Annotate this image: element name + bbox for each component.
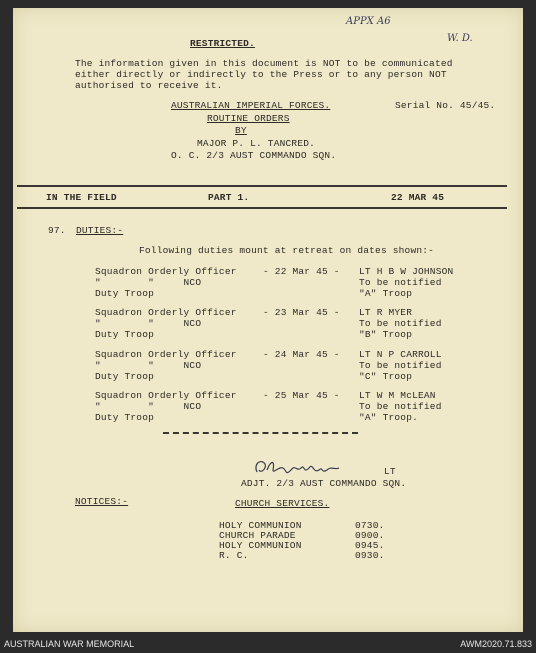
wd-annotation: W. D. — [447, 33, 473, 44]
notices-label: NOTICES:- — [75, 496, 129, 507]
duty-officer-name: LT N P CARROLL — [359, 349, 442, 360]
top-rule — [17, 185, 507, 187]
service-time: 0930. — [355, 550, 385, 561]
duty-officer-label: Squadron Orderly Officer — [95, 266, 237, 277]
duty-troop-name: "A" Troop. — [359, 412, 419, 423]
notice-line-1: The information given in this document is NOT to be communicated — [75, 58, 453, 69]
part-label: PART 1. — [208, 192, 250, 203]
duty-nco-label: " " NCO — [95, 318, 202, 329]
routine-orders-title: ROUTINE ORDERS — [207, 113, 290, 124]
footer-source: AUSTRALIAN WAR MEMORIAL — [4, 639, 135, 649]
service-time: 0945. — [355, 540, 385, 551]
duty-date: - 22 Mar 45 - — [263, 266, 340, 277]
bar-date: 22 MAR 45 — [391, 192, 445, 203]
duty-officer-name: LT R MYER — [359, 307, 413, 318]
bottom-rule — [17, 207, 507, 209]
section-divider — [163, 432, 358, 434]
duty-nco-name: To be notified — [359, 277, 442, 288]
duties-intro: Following duties mount at retreat on dates shown:- — [139, 245, 435, 256]
appx-annotation: APPX A6 — [346, 16, 391, 27]
duty-officer-label: Squadron Orderly Officer — [95, 307, 237, 318]
duties-number: 97. — [48, 225, 66, 236]
duty-officer-label: Squadron Orderly Officer — [95, 349, 237, 360]
footer-accession: AWM2020.71.833 — [460, 639, 532, 649]
service-time: 0900. — [355, 530, 385, 541]
duty-date: - 24 Mar 45 - — [263, 349, 340, 360]
duty-date: - 25 Mar 45 - — [263, 390, 340, 401]
duty-troop-label: Duty Troop — [95, 371, 155, 382]
duty-date: - 23 Mar 45 - — [263, 307, 340, 318]
oc-line: O. C. 2/3 AUST COMMANDO SQN. — [171, 150, 337, 161]
duties-heading: DUTIES:- — [76, 225, 124, 236]
duty-troop-name: "C" Troop — [359, 371, 413, 382]
duty-nco-label: " " NCO — [95, 401, 202, 412]
service-name: HOLY COMMUNION — [219, 520, 302, 531]
duty-troop-name: "A" Troop — [359, 288, 413, 299]
duty-officer-name: LT W M McLEAN — [359, 390, 436, 401]
restricted-heading: RESTRICTED. — [190, 38, 255, 49]
notice-line-2: either directly or indirectly to the Press or to any person NOT — [75, 69, 447, 80]
notice-line-3: authorised to receive it. — [75, 80, 223, 91]
service-time: 0730. — [355, 520, 385, 531]
duty-officer-name: LT H B W JOHNSON — [359, 266, 454, 277]
by-label: BY — [235, 125, 247, 136]
service-name: R. C. — [219, 550, 249, 561]
duty-nco-label: " " NCO — [95, 360, 202, 371]
duty-troop-name: "B" Troop — [359, 329, 413, 340]
signature — [251, 456, 346, 480]
duty-nco-name: To be notified — [359, 360, 442, 371]
document-page — [13, 8, 523, 632]
duty-troop-label: Duty Troop — [95, 288, 155, 299]
duty-nco-label: " " NCO — [95, 277, 202, 288]
major-name: MAJOR P. L. TANCRED. — [197, 138, 316, 149]
service-name: HOLY COMMUNION — [219, 540, 302, 551]
in-the-field: IN THE FIELD — [46, 192, 117, 203]
duty-officer-label: Squadron Orderly Officer — [95, 390, 237, 401]
duty-nco-name: To be notified — [359, 318, 442, 329]
service-name: CHURCH PARADE — [219, 530, 296, 541]
adjutant-line: ADJT. 2/3 AUST COMMANDO SQN. — [241, 478, 407, 489]
duty-troop-label: Duty Troop — [95, 329, 155, 340]
org-title: AUSTRALIAN IMPERIAL FORCES. — [171, 100, 331, 111]
duty-nco-name: To be notified — [359, 401, 442, 412]
signature-rank: LT — [384, 466, 396, 477]
duty-troop-label: Duty Troop — [95, 412, 155, 423]
church-services-heading: CHURCH SERVICES. — [235, 498, 330, 509]
serial-number: Serial No. 45/45. — [395, 100, 496, 111]
